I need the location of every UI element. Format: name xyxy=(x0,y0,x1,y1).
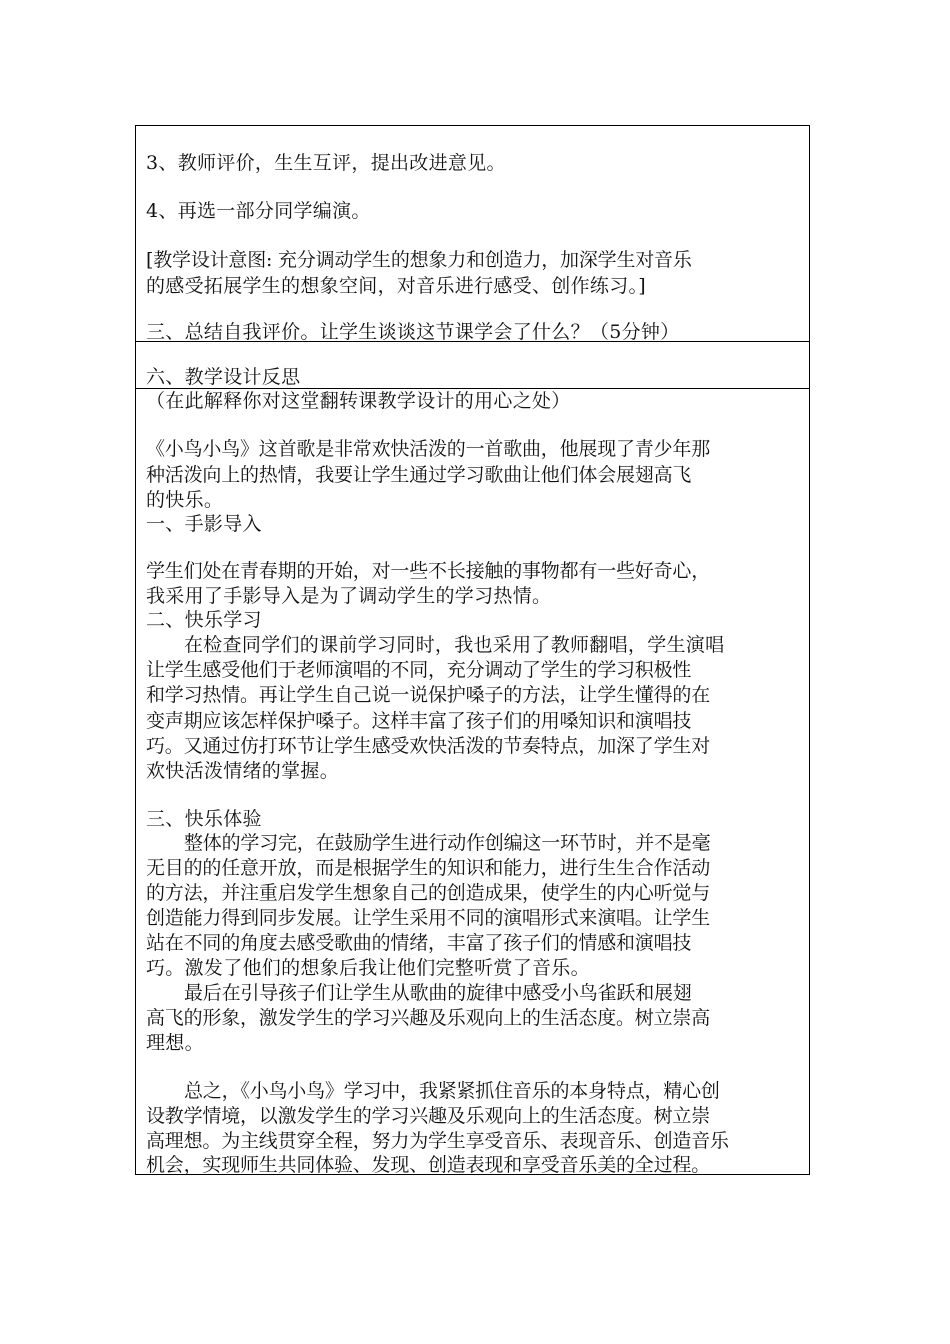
paragraph-line: 变声期应该怎样保护嗓子。这样丰富了孩子们的用嗓知识和演唱技 xyxy=(146,710,692,732)
summary-text: 三、总结自我评价。让学生谈谈这节课学会了什么？（5分钟） xyxy=(146,321,680,343)
paragraph-line: 总之，《小鸟小鸟》学习中，我紧紧抓住音乐的本身特点，精心创 xyxy=(184,1080,720,1102)
paragraph-line: 高理想。为主线贯穿全程，努力为学生享受音乐、表现音乐、创造音乐 xyxy=(146,1130,729,1152)
paragraph-line: 我采用了手影导入是为了调动学生的学习热情。 xyxy=(146,585,552,607)
design-intent-line-2: 的感受拓展学生的想象空间，对音乐进行感受、创作练习。] xyxy=(146,275,647,297)
subheading-happy-experience: 三、快乐体验 xyxy=(146,808,262,830)
paragraph-line: 欢快活泼情绪的掌握。 xyxy=(146,760,340,782)
paragraph-line: 整体的学习完，在鼓励学生进行动作创编这一环节时，并不是毫 xyxy=(184,832,711,854)
paragraph-line: 的快乐。 xyxy=(146,489,224,511)
paragraph-line: 种活泼向上的热情，我要让学生通过学习歌曲让他们体会展翅高飞 xyxy=(146,464,692,486)
paragraph-line: 创造能力得到同步发展。让学生采用不同的演唱形式来演唱。让学生 xyxy=(146,907,711,929)
table-divider-1 xyxy=(136,341,809,342)
paragraph-line: 站在不同的角度去感受歌曲的情绪，丰富了孩子们的情感和演唱技 xyxy=(146,932,692,954)
paragraph-line: 巧。又通过仿打环节让学生感受欢快活泼的节奏特点，加深了学生对 xyxy=(146,735,711,757)
paragraph-line: 最后在引导孩子们让学生从歌曲的旋律中感受小鸟雀跃和展翅 xyxy=(184,982,692,1004)
subheading-happy-learning: 二、快乐学习 xyxy=(146,609,262,631)
paragraph-line: 和学习热情。再让学生自己说一说保护嗓子的方法，让学生懂得的在 xyxy=(146,684,711,706)
paragraph-line: 让学生感受他们于老师演唱的不同，充分调动了学生的学习积极性 xyxy=(146,659,692,681)
step-3-text: 3、教师评价，生生互评，提出改进意见。 xyxy=(146,152,506,174)
paragraph-line: 无目的的任意开放，而是根据学生的知识和能力，进行生生合作活动 xyxy=(146,857,711,879)
design-intent-line-1: [教学设计意图: 充分调动学生的想象力和创造力，加深学生对音乐 xyxy=(146,249,692,271)
paragraph-line: 在检查同学们的课前学习同时，我也采用了教师翻唱，学生演唱 xyxy=(184,634,725,656)
paragraph-line: 的方法，并注重启发学生想象自己的创造成果，使学生的内心听觉与 xyxy=(146,882,711,904)
paragraph-line: 《小鸟小鸟》这首歌是非常欢快活泼的一首歌曲，他展现了青少年那 xyxy=(146,438,711,460)
paragraph-line: 巧。激发了他们的想象后我让他们完整听赏了音乐。 xyxy=(146,957,590,979)
subheading-hand-shadow: 一、手影导入 xyxy=(146,513,262,535)
paragraph-line: 高飞的形象，激发学生的学习兴趣及乐观向上的生活态度。树立崇高 xyxy=(146,1007,711,1029)
paragraph-line: 机会，实现师生共同体验、发现、创造表现和享受音乐美的全过程。 xyxy=(146,1154,711,1176)
paragraph-line: 理想。 xyxy=(146,1032,204,1054)
paragraph-line: 设教学情境，以激发学生的学习兴趣及乐观向上的生活态度。树立崇 xyxy=(146,1105,711,1127)
step-4-text: 4、再选一部分同学编演。 xyxy=(146,200,371,222)
paragraph-line: 学生们处在青春期的开始，对一些不长接触的事物都有一些好奇心， xyxy=(146,560,711,582)
reflection-prompt: （在此解释你对这堂翻转课教学设计的用心之处） xyxy=(146,390,571,412)
section-heading-reflection: 六、教学设计反思 xyxy=(146,366,301,388)
lesson-plan-table xyxy=(135,125,810,1175)
